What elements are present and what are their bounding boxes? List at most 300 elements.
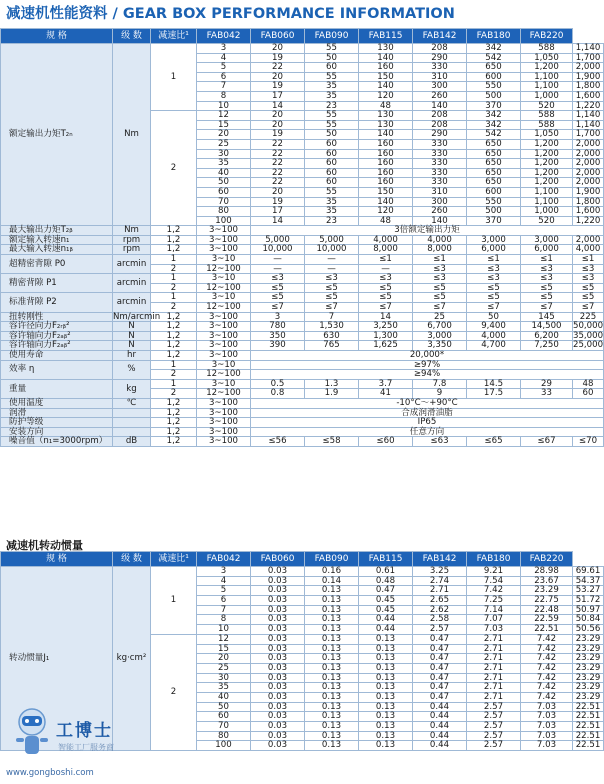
column-header: FAB220 <box>521 29 573 44</box>
row-label: 容许径向力F₂ᵣᵦ² <box>1 322 113 332</box>
value-cell: 0.45 <box>359 596 413 606</box>
ratio-cell: 3~100 <box>197 408 251 418</box>
value-cell: 0.13 <box>359 634 413 644</box>
value-cell: 150 <box>359 187 413 197</box>
value-cell: 0.13 <box>305 741 359 751</box>
table-row <box>1 418 604 428</box>
value-cell: 2.57 <box>467 722 521 732</box>
value-cell: 2.71 <box>467 692 521 702</box>
value-cell: 2,000 <box>573 139 604 149</box>
value-cell: 1,200 <box>521 178 573 188</box>
value-cell: 22 <box>251 159 305 169</box>
stage-cell: 1 <box>151 274 197 284</box>
ratio-cell: 25 <box>197 663 251 673</box>
value-cell: ≤5 <box>413 283 467 293</box>
value-cell: 0.13 <box>305 702 359 712</box>
stage-cell: 1,2 <box>151 351 197 361</box>
value-cell: 35 <box>305 197 359 207</box>
value-cell: 3,350 <box>413 341 467 351</box>
value-cell: ≤7 <box>413 303 467 313</box>
value-cell: 23.29 <box>573 644 604 654</box>
value-cell: 7.42 <box>521 634 573 644</box>
value-cell: 140 <box>359 53 413 63</box>
value-cell: 0.44 <box>413 731 467 741</box>
value-cell: 0.48 <box>359 576 413 586</box>
row-label: 额定输出力矩T₂ₙ <box>1 44 113 226</box>
row-label: 容许轴向力F₂ₐᵦ² <box>1 341 113 351</box>
value-cell: 2.58 <box>413 615 467 625</box>
value-cell: 7.14 <box>467 605 521 615</box>
value-cell: 22.51 <box>521 625 573 635</box>
value-cell: 2.57 <box>413 625 467 635</box>
value-cell: ≤1 <box>467 255 521 265</box>
value-cell: 7.03 <box>521 702 573 712</box>
ratio-cell: 12 <box>197 111 251 121</box>
ratio-cell: 100 <box>197 741 251 751</box>
value-cell: 0.13 <box>305 692 359 702</box>
value-cell: 60 <box>305 149 359 159</box>
value-cell: 330 <box>413 159 467 169</box>
value-cell: 22.51 <box>573 722 604 732</box>
value-cell: 50.56 <box>573 625 604 635</box>
value-cell: 160 <box>359 178 413 188</box>
value-cell: 0.03 <box>251 644 305 654</box>
stage-cell: 1,2 <box>151 312 197 322</box>
value-cell: 330 <box>413 139 467 149</box>
row-label: 额定输入转速n₁ <box>1 235 113 245</box>
value-cell: 60 <box>305 168 359 178</box>
value-cell: 7.42 <box>467 586 521 596</box>
value-cell: 0.03 <box>251 712 305 722</box>
ratio-cell: 60 <box>197 712 251 722</box>
value-cell: 8,000 <box>359 245 413 255</box>
value-cell: 20,000* <box>251 351 604 361</box>
value-cell: 6,200 <box>521 331 573 341</box>
value-cell: ≤1 <box>413 255 467 265</box>
value-cell: 5,000 <box>305 235 359 245</box>
value-cell: 0.03 <box>251 576 305 586</box>
value-cell: 17 <box>251 207 305 217</box>
column-header: FAB090 <box>305 29 359 44</box>
value-cell: 0.61 <box>359 567 413 577</box>
value-cell: 41 <box>359 389 413 399</box>
value-cell: 0.03 <box>251 605 305 615</box>
watermark-brand: 工博士 <box>56 721 113 741</box>
value-cell: ≤5 <box>359 293 413 303</box>
value-cell: 0.13 <box>305 722 359 732</box>
row-unit: hr <box>113 351 151 361</box>
stage-cell: 1 <box>151 44 197 111</box>
value-cell: 23.29 <box>573 683 604 693</box>
value-cell: — <box>251 255 305 265</box>
value-cell: 0.47 <box>359 586 413 596</box>
value-cell: 140 <box>413 216 467 226</box>
value-cell: 1,100 <box>521 197 573 207</box>
value-cell: 588 <box>521 111 573 121</box>
value-cell: 0.13 <box>359 741 413 751</box>
column-header: FAB142 <box>413 29 467 44</box>
value-cell: — <box>251 264 305 274</box>
value-cell: 50.97 <box>573 605 604 615</box>
ratio-cell: 35 <box>197 683 251 693</box>
ratio-cell: 50 <box>197 702 251 712</box>
value-cell: 1,600 <box>573 91 604 101</box>
value-cell: 0.03 <box>251 673 305 683</box>
value-cell: 22.48 <box>521 605 573 615</box>
column-header: FAB115 <box>359 29 413 44</box>
value-cell: 25 <box>413 312 467 322</box>
value-cell: 3 <box>251 312 305 322</box>
value-cell: 23.29 <box>573 673 604 683</box>
value-cell: 2,000 <box>573 178 604 188</box>
value-cell: 合成润滑油脂 <box>251 408 604 418</box>
value-cell: 22.59 <box>521 615 573 625</box>
value-cell: 3.25 <box>413 567 467 577</box>
value-cell: 35,000 <box>573 330 604 341</box>
value-cell: 0.47 <box>413 644 467 654</box>
stage-cell: 1,2 <box>151 322 197 332</box>
value-cell: 7.25 <box>467 596 521 606</box>
value-cell: 1,200 <box>521 159 573 169</box>
ratio-cell: 10 <box>197 625 251 635</box>
value-cell: 500 <box>467 207 521 217</box>
value-cell: ≥97% <box>251 360 604 370</box>
value-cell: ≤70 <box>573 437 604 447</box>
value-cell: 160 <box>359 168 413 178</box>
value-cell: 2,000 <box>573 168 604 178</box>
value-cell: 0.03 <box>251 683 305 693</box>
value-cell: 300 <box>413 197 467 207</box>
stage-cell: 1,2 <box>151 408 197 418</box>
ratio-cell: 40 <box>197 692 251 702</box>
value-cell: ≤5 <box>251 293 305 303</box>
value-cell: 0.44 <box>413 722 467 732</box>
value-cell: 19 <box>251 197 305 207</box>
value-cell: 1,300 <box>359 331 413 341</box>
ratio-cell: 3~100 <box>197 235 251 245</box>
row-label: 使用寿命 <box>1 351 113 361</box>
value-cell: 0.47 <box>413 663 467 673</box>
value-cell: 120 <box>359 91 413 101</box>
column-header: 减速比¹ <box>151 29 197 44</box>
value-cell: 1,600 <box>573 207 604 217</box>
stage-cell: 1 <box>151 379 197 389</box>
value-cell: 600 <box>467 187 521 197</box>
value-cell: 1,100 <box>521 82 573 92</box>
performance-table <box>0 28 604 447</box>
value-cell: 60 <box>305 139 359 149</box>
value-cell: 14 <box>251 216 305 226</box>
value-cell: 2.57 <box>467 741 521 751</box>
value-cell: 130 <box>359 120 413 130</box>
value-cell: 0.13 <box>359 654 413 664</box>
value-cell: 160 <box>359 139 413 149</box>
value-cell: 任意方向 <box>251 427 604 437</box>
row-unit: ℃ <box>113 398 151 408</box>
row-unit: rpm <box>113 235 151 245</box>
value-cell: 54.37 <box>573 576 604 586</box>
value-cell: 330 <box>413 149 467 159</box>
value-cell: 2,000 <box>573 149 604 159</box>
value-cell: ≤3 <box>467 274 521 284</box>
ratio-cell: 3~100 <box>197 322 251 332</box>
value-cell: 0.13 <box>305 731 359 741</box>
value-cell: 2.71 <box>467 644 521 654</box>
value-cell: 2.71 <box>467 634 521 644</box>
value-cell: 55 <box>305 187 359 197</box>
value-cell: 22.51 <box>573 712 604 722</box>
value-cell: 23 <box>305 101 359 111</box>
row-unit: arcmin <box>113 274 151 293</box>
column-header: FAB180 <box>467 552 521 567</box>
value-cell: 0.13 <box>305 683 359 693</box>
value-cell: ≤3 <box>573 264 604 274</box>
value-cell: 23.67 <box>521 576 573 586</box>
value-cell: ≤1 <box>359 255 413 265</box>
value-cell: 160 <box>359 159 413 169</box>
value-cell: ≤5 <box>467 283 521 293</box>
value-cell: 550 <box>467 197 521 207</box>
row-unit <box>113 418 151 428</box>
stage-cell: 1,2 <box>151 398 197 408</box>
ratio-cell: 8 <box>197 91 251 101</box>
value-cell: 2.57 <box>467 702 521 712</box>
ratio-cell: 70 <box>197 197 251 207</box>
value-cell: 140 <box>359 82 413 92</box>
table-row <box>1 437 604 447</box>
value-cell: 0.13 <box>305 654 359 664</box>
value-cell: 520 <box>521 101 573 111</box>
row-unit: kg <box>113 379 151 398</box>
ratio-cell: 20 <box>197 130 251 140</box>
value-cell: 0.03 <box>251 586 305 596</box>
ratio-cell: 60 <box>197 187 251 197</box>
value-cell: 140 <box>359 197 413 207</box>
column-header: FAB090 <box>305 552 359 567</box>
value-cell: 0.44 <box>413 702 467 712</box>
stage-cell: 2 <box>151 303 197 313</box>
value-cell: 1,000 <box>521 207 573 217</box>
ratio-cell: 5 <box>197 63 251 73</box>
value-cell: ≤5 <box>467 293 521 303</box>
value-cell: 17.5 <box>467 389 521 399</box>
value-cell: 20 <box>251 72 305 82</box>
value-cell: 1,800 <box>573 197 604 207</box>
ratio-cell: 3~100 <box>197 351 251 361</box>
value-cell: 19 <box>251 130 305 140</box>
stage-cell: 2 <box>151 283 197 293</box>
ratio-cell: 50 <box>197 178 251 188</box>
column-header: FAB060 <box>251 29 305 44</box>
column-header: FAB220 <box>521 552 573 567</box>
value-cell: 0.03 <box>251 596 305 606</box>
value-cell: 0.44 <box>413 712 467 722</box>
value-cell: 20 <box>251 120 305 130</box>
value-cell: 19 <box>251 82 305 92</box>
value-cell: 0.13 <box>359 722 413 732</box>
ratio-cell: 15 <box>197 120 251 130</box>
value-cell: 33 <box>521 389 573 399</box>
value-cell: 7.54 <box>467 576 521 586</box>
column-header: 减速比¹ <box>151 552 197 567</box>
value-cell: 29 <box>521 379 573 389</box>
value-cell: 0.13 <box>305 625 359 635</box>
row-unit: N <box>113 341 151 351</box>
value-cell: 0.47 <box>413 673 467 683</box>
value-cell: 0.03 <box>251 625 305 635</box>
ratio-cell: 7 <box>197 82 251 92</box>
ratio-cell: 8 <box>197 615 251 625</box>
row-label: 最大输出力矩T₂ᵦ <box>1 226 113 236</box>
value-cell: 0.03 <box>251 654 305 664</box>
section-title-inertia: 减速机转动惯量 <box>6 539 83 552</box>
stage-cell: 1 <box>151 360 197 370</box>
value-cell: 6,000 <box>467 245 521 255</box>
value-cell: ≤65 <box>467 437 521 447</box>
value-cell: 55 <box>305 72 359 82</box>
value-cell: 7.42 <box>521 644 573 654</box>
value-cell: 6,700 <box>413 322 467 332</box>
value-cell: 1,140 <box>573 120 604 130</box>
value-cell: 0.13 <box>359 692 413 702</box>
ratio-cell: 3~100 <box>197 398 251 408</box>
value-cell: 25,000 <box>573 340 604 351</box>
value-cell: 1,200 <box>521 139 573 149</box>
value-cell: 1,100 <box>521 187 573 197</box>
value-cell: 7.8 <box>413 379 467 389</box>
value-cell: 0.03 <box>251 634 305 644</box>
value-cell: 0.13 <box>305 605 359 615</box>
value-cell: 0.13 <box>359 663 413 673</box>
value-cell: 1,140 <box>573 44 604 54</box>
value-cell: 2.71 <box>467 683 521 693</box>
value-cell: 208 <box>413 44 467 54</box>
header-row <box>1 552 604 567</box>
stage-cell: 2 <box>151 370 197 380</box>
value-cell: 330 <box>413 178 467 188</box>
value-cell: 23.29 <box>573 663 604 673</box>
value-cell: ≤58 <box>305 437 359 447</box>
value-cell: ≤3 <box>521 264 573 274</box>
value-cell: 2,000 <box>573 63 604 73</box>
value-cell: 20 <box>251 187 305 197</box>
value-cell: 342 <box>467 120 521 130</box>
value-cell: 55 <box>305 111 359 121</box>
ratio-cell: 7 <box>197 605 251 615</box>
ratio-cell: 6 <box>197 72 251 82</box>
value-cell: 2.71 <box>413 586 467 596</box>
table-row <box>1 226 604 236</box>
column-header: FAB115 <box>359 552 413 567</box>
row-label: 容许轴向力F₂ₐᵦ² <box>1 331 113 341</box>
value-cell: 260 <box>413 91 467 101</box>
table-row <box>1 331 604 341</box>
value-cell: 55 <box>305 120 359 130</box>
ratio-cell: 80 <box>197 731 251 741</box>
value-cell: 60 <box>305 178 359 188</box>
value-cell: 1,700 <box>573 53 604 63</box>
value-cell: 0.44 <box>413 741 467 751</box>
value-cell: 310 <box>413 72 467 82</box>
value-cell: 0.44 <box>359 615 413 625</box>
value-cell: ≤5 <box>413 293 467 303</box>
table-row <box>1 312 604 322</box>
row-unit: Nm/arcmin <box>113 311 161 322</box>
value-cell: 588 <box>521 44 573 54</box>
value-cell: 48 <box>573 379 604 389</box>
value-cell: 60 <box>305 159 359 169</box>
ratio-cell: 3 <box>197 44 251 54</box>
value-cell: ≤5 <box>573 283 604 293</box>
table-row <box>1 351 604 361</box>
ratio-cell: 100 <box>197 216 251 226</box>
value-cell: 9,400 <box>467 322 521 332</box>
value-cell: 0.03 <box>251 663 305 673</box>
value-cell: 3,250 <box>359 322 413 332</box>
value-cell: 50 <box>467 312 521 322</box>
value-cell: 48 <box>359 216 413 226</box>
value-cell: 3,000 <box>413 331 467 341</box>
column-header: 级 数 <box>113 552 151 567</box>
value-cell: 20 <box>251 111 305 121</box>
value-cell: 765 <box>305 341 359 351</box>
value-cell: 0.13 <box>359 644 413 654</box>
value-cell: 1,220 <box>573 216 604 226</box>
value-cell: — <box>359 264 413 274</box>
value-cell: 0.13 <box>359 702 413 712</box>
value-cell: 28.98 <box>521 567 573 577</box>
value-cell: 22.51 <box>573 702 604 712</box>
value-cell: 140 <box>413 101 467 111</box>
value-cell: 260 <box>413 207 467 217</box>
row-label: 最大输入转速n₁ᵦ <box>1 245 113 255</box>
ratio-cell: 3~100 <box>197 418 251 428</box>
row-unit: rpm <box>113 245 151 255</box>
value-cell: 300 <box>413 82 467 92</box>
value-cell: 2,000 <box>573 159 604 169</box>
value-cell: ≤56 <box>251 437 305 447</box>
value-cell: 0.03 <box>251 722 305 732</box>
value-cell: 1,900 <box>573 72 604 82</box>
column-header: FAB042 <box>197 552 251 567</box>
value-cell: ≤7 <box>467 303 521 313</box>
value-cell: 542 <box>467 53 521 63</box>
row-unit: N <box>113 331 151 341</box>
value-cell: 23.29 <box>573 692 604 702</box>
ratio-cell: 5 <box>197 586 251 596</box>
value-cell: 130 <box>359 44 413 54</box>
row-unit: Nm <box>113 226 151 236</box>
value-cell: 2.71 <box>467 654 521 664</box>
value-cell: ≤3 <box>413 274 467 284</box>
value-cell: 0.13 <box>305 673 359 683</box>
value-cell: 0.13 <box>359 731 413 741</box>
value-cell: 0.45 <box>359 605 413 615</box>
value-cell: 1,100 <box>521 72 573 82</box>
row-label: 精密背隙 P1 <box>1 274 113 293</box>
value-cell: 50 <box>305 130 359 140</box>
value-cell: 650 <box>467 168 521 178</box>
value-cell: 14.5 <box>467 379 521 389</box>
value-cell: 60 <box>573 389 604 399</box>
value-cell: ≤5 <box>573 293 604 303</box>
value-cell: 0.8 <box>251 389 305 399</box>
row-label: 扭转刚性 <box>1 312 113 322</box>
table-row <box>1 398 604 408</box>
ratio-cell: 3~100 <box>197 226 251 236</box>
value-cell: 160 <box>359 149 413 159</box>
value-cell: 160 <box>359 63 413 73</box>
